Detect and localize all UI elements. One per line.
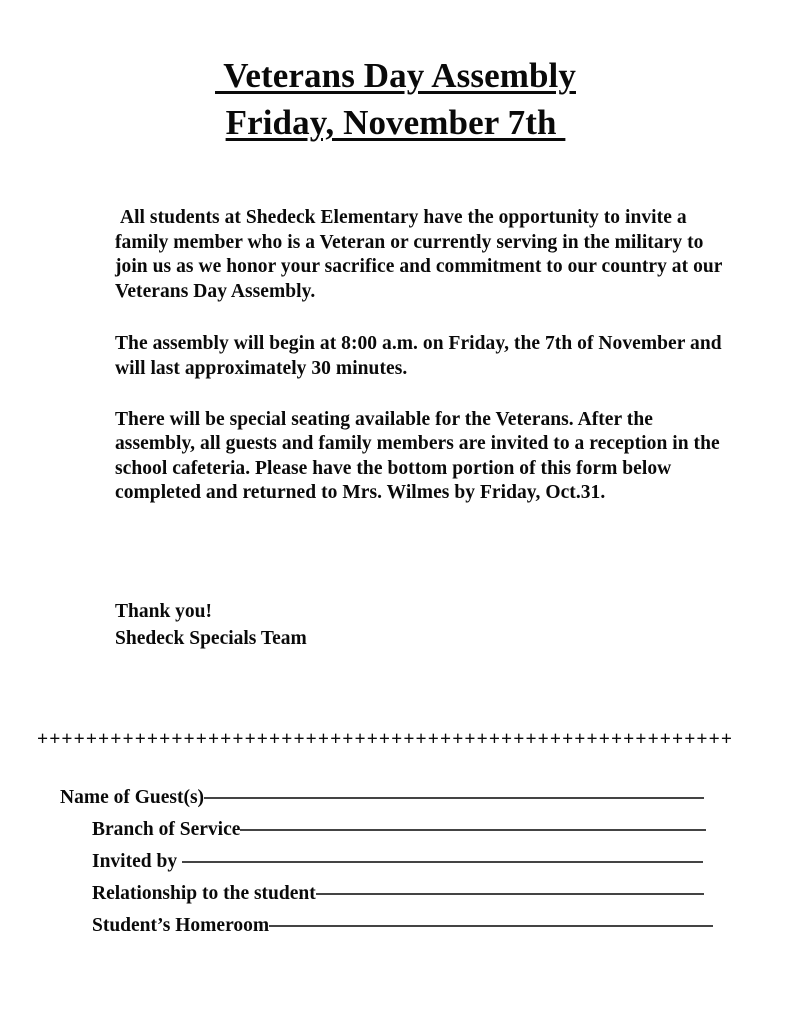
form-label-branch-of-service: Branch of Service xyxy=(92,819,241,840)
signoff-sender: Shedeck Specials Team xyxy=(115,628,307,649)
body-text xyxy=(115,206,725,506)
form-label-name-of-guests: Name of Guest(s) xyxy=(60,787,205,808)
form-label-relationship-to-student: Relationship to the student xyxy=(92,883,316,904)
signoff-thanks: Thank you! xyxy=(115,601,213,622)
form-row-invited-by xyxy=(0,846,791,878)
form-row-student-homeroom xyxy=(0,910,791,942)
paragraph-schedule: The assembly will begin at 8:00 a.m. on Friday, the 7th of November and will last approximately 30 minutes. xyxy=(115,333,727,379)
document-title xyxy=(0,52,791,146)
title-line-2-text: Friday, November 7th xyxy=(225,103,566,142)
form-label-student-homeroom: Student’s Homeroom xyxy=(92,915,270,936)
form-input-branch-of-service[interactable] xyxy=(240,829,706,831)
form-row-branch-of-service xyxy=(0,814,791,846)
form-input-invited-by[interactable] xyxy=(182,861,703,863)
form-label-invited-by: Invited by xyxy=(92,851,182,872)
paragraph-intro: All students at Shedeck Elementary have the opportunity to invite a family member who is a Veteran or currently serving in the military to join us as we honor your sacrifice and commitment to our country at our Veterans Day Assembly. xyxy=(115,207,727,302)
form-input-student-homeroom[interactable] xyxy=(269,925,713,927)
tear-off-form xyxy=(0,782,791,942)
paragraph-seating-and-rsvp: There will be special seating available for the Veterans. After the assembly, all guests and family members are invited to a reception in the school cafeteria. Please have the bottom portion of this form below completed and returned to Mrs. Wilmes by Friday, Oct.31. xyxy=(115,408,725,504)
signoff-block xyxy=(115,598,615,652)
tear-off-divider: +++++++++++++++++++++++++++++++++++++++++++++++++++++++++ xyxy=(37,729,734,750)
form-input-relationship-to-student[interactable] xyxy=(316,893,704,895)
title-line-1-text: Veterans Day Assembly xyxy=(215,56,576,95)
form-input-name-of-guests[interactable] xyxy=(204,797,704,799)
form-row-name-of-guests xyxy=(0,782,791,814)
form-row-relationship-to-student xyxy=(0,878,791,910)
title-line-1 xyxy=(0,52,791,99)
title-line-2 xyxy=(0,99,791,146)
